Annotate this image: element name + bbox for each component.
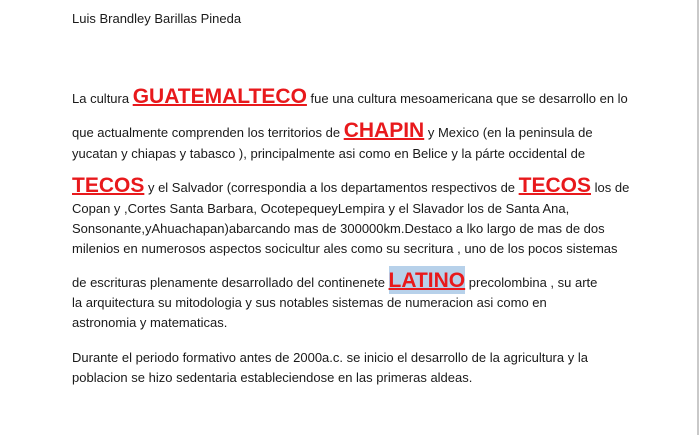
keyword-guatemalteco: GUATEMALTECO [132,85,307,108]
keyword-latino-selected[interactable]: LATINO [389,266,466,294]
paragraph-line [72,175,629,197]
keyword-chapin: CHAPIN [343,119,425,142]
paragraph-line: Sonsonante,yAhuachapan)abarcando mas de 300000km.Destaco a lko largo de mas de dos [72,221,605,236]
paragraph-line: Copan y ,Cortes Santa Barbara, OcotepequeyLempira y el Slavador los de Santa Ana, [72,201,570,216]
paragraph-line: yucatan y chiapas y tabasco ), principalmente asi como en Belice y la párte occidental de [72,146,586,161]
text-run: y el Salvador (correspondia a los departamentos respectivos de [144,180,519,195]
paragraph-line [72,86,628,108]
paragraph-line: milenios en numerosos aspectos socicultur ales como su secritura , uno de los pocos sistemas [72,241,618,256]
paragraph-line: Durante el periodo formativo antes de 2000a.c. se inicio el desarrollo de la agricultura y la [72,350,588,365]
text-run: fue una cultura mesoamericana que se desarrollo en lo [306,91,628,106]
author-name: Luis Brandley Barillas Pineda [72,11,242,26]
text-run: y Mexico (en la peninsula de [424,125,593,140]
paragraph-line: astronomia y matematicas. [72,315,228,330]
paragraph-line: la arquitectura su mitodologia y sus notables sistemas de numeracion asi como en [72,295,547,310]
text-run: precolombina , su arte [465,275,598,290]
paragraph-line: poblacion se hizo sedentaria estableciendose en las primeras aldeas. [72,370,473,385]
text-run: de escrituras plenamente desarrollado del continenete [72,275,389,290]
paragraph-line [72,270,597,292]
text-run: que actualmente comprenden los territorios de [72,125,344,140]
text-run: La cultura [72,91,133,106]
paragraph-line [72,120,593,142]
text-run: los de [591,180,630,195]
keyword-tecos: TECOS [72,174,145,197]
keyword-tecos: TECOS [518,174,591,197]
